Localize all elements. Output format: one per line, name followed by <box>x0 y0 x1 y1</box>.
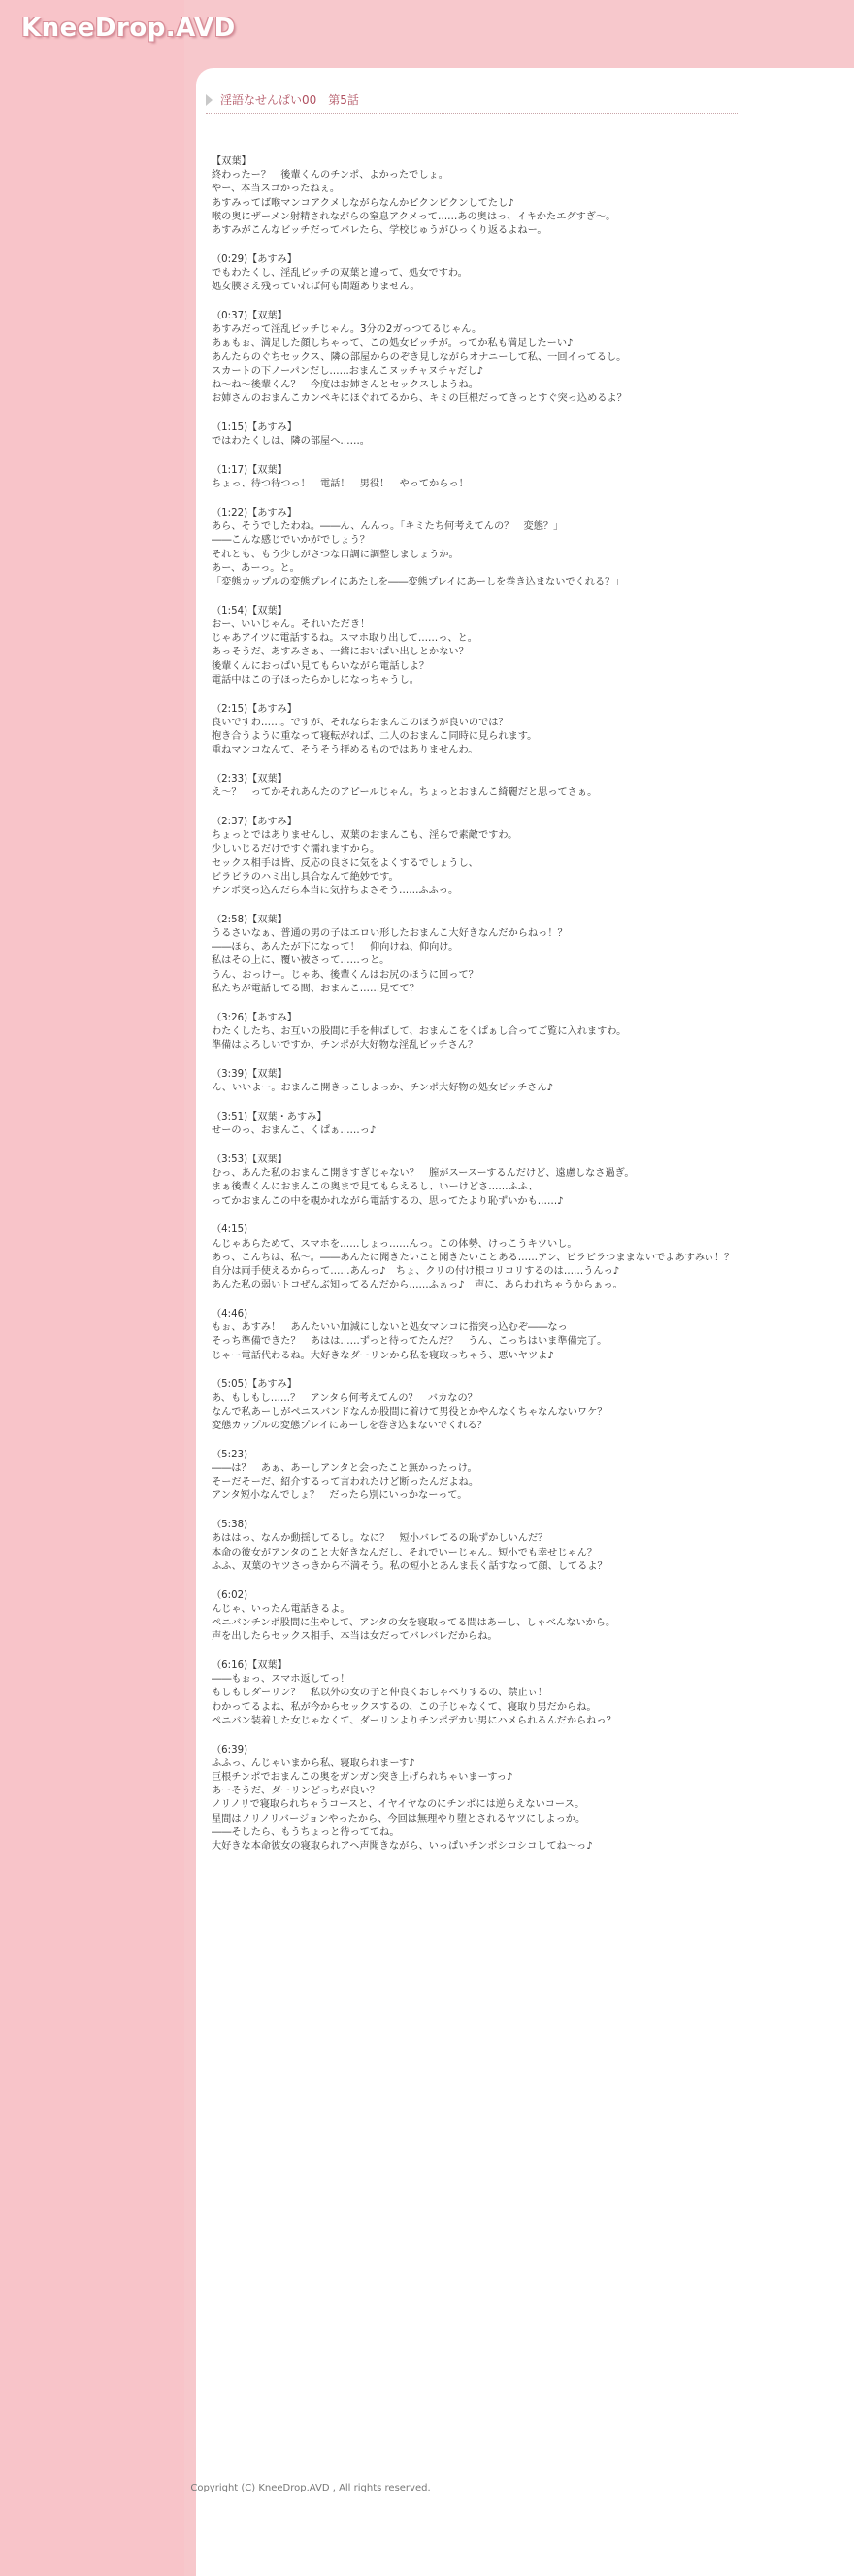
dialogue-block <box>212 1012 755 1054</box>
speaker-line: （4:46) <box>212 1308 248 1320</box>
side-band <box>0 0 184 2576</box>
speaker-line: （3:26)【あすみ】 <box>212 1012 297 1023</box>
dialogue-block <box>212 1111 755 1138</box>
dialogue-line: おー、いいじゃん。それいただき！ <box>212 619 371 631</box>
dialogue-line: あすみってば喉マンコアクメしながらなんかピクンピクンしてたし♪ <box>212 197 514 209</box>
dialogue-line: んじゃあらためて、スマホを……しょっ……んっ。この体勢、けっこうキツいし。 <box>212 1238 577 1250</box>
dialogue-line: そーだそーだ、紹介するって言われたけど断ったんだよね。 <box>212 1477 479 1489</box>
dialogue-block <box>212 1154 755 1209</box>
dialogue-line: 抱き合うように重なって寝転がれば、二人のおまんこ同時に見られます。 <box>212 731 538 743</box>
dialogue-line: あっそうだ、あすみさぁ、一緒においぱい出しとかない？ <box>212 647 469 658</box>
dialogue-line: でもわたくし、淫乱ビッチの双葉と違って、処女ですわ。 <box>212 268 468 280</box>
dialogue-line: うん、おっけー。じゃあ、後輩くんはお尻のほうに回って？ <box>212 969 478 981</box>
dialogue-block <box>212 421 755 449</box>
dialogue-block <box>212 1589 755 1645</box>
dialogue-line: 処女膜さえ残っていれば何も問題ありません。 <box>212 282 420 293</box>
dialogue-line: あすみがこんなビッチだってバレたら、学校じゅうがひっくり返るよねー。 <box>212 225 547 237</box>
dialogue-line: 声を出したらセックス相手、本当は女だってバレバレだからね。 <box>212 1631 498 1643</box>
dialogue-line: ふふ、双葉のヤツさっきから不満そう。私の短小とあんま長く話すなって顔、してるよ？ <box>212 1560 608 1572</box>
dialogue-line: ね～ね～後輩くん？ 今度はお姉さんとセックスしようね。 <box>212 380 478 391</box>
dialogue-block <box>212 1519 755 1574</box>
dialogue-line: むっ、あんた私のおまんこ開きすぎじゃない？ 膣がスースーするんだけど、遠慮しなさ過ぎ。 <box>212 1168 635 1180</box>
article-header <box>206 89 738 114</box>
dialogue-line: 自分は両手使えるからって……あんっ♪ ちょ、クリの付け根コリコリするのは……うんっ♪ <box>212 1265 620 1277</box>
speaker-line: （1:15)【あすみ】 <box>212 422 297 434</box>
speaker-line: 【双葉】 <box>212 156 251 167</box>
dialogue-line: あぁもぉ、満足した顔しちゃって、この処女ビッチが。ってか私も満足したーい♪ <box>212 338 574 350</box>
speaker-line: （0:29)【あすみ】 <box>212 253 297 265</box>
dialogue-line: あら、そうでしたわね。――ん、んんっ。「キミたち何考えてんの？ 変態？」 <box>212 521 564 533</box>
dialogue-line: ふふっ、んじゃいまから私、寝取られまーす♪ <box>212 1757 415 1769</box>
dialogue-line: ――もぉっ、スマホ返してっ！ <box>212 1674 350 1686</box>
dialogue-line: うるさいなぁ、普通の男の子はエロい形したおまんこ大好きなんだからねっ！？ <box>212 928 568 940</box>
dialogue-line: 終わったー？ 後輩くんのチンポ、よかったでしょ。 <box>212 170 448 182</box>
dialogue-line: あ、もしもし……？ アンタら何考えてんの？ バカなの？ <box>212 1392 477 1404</box>
dialogue-line: そっち準備できた？ あはは……ずっと待ってたんだ？ うん、こっちはいま準備完了。 <box>212 1336 608 1348</box>
speaker-line: （3:51)【双葉・あすみ】 <box>212 1111 327 1122</box>
dialogue-block <box>212 1308 755 1363</box>
dialogue-line: あんたらのぐちセックス、隣の部屋からのぞき見しながらオナニーして私、一回イってるし。 <box>212 351 627 363</box>
dialogue-line: アンタ短小なんでしょ？ だったら別にいっかなーって。 <box>212 1490 468 1502</box>
dialogue-line: ビラビラのハミ出し具合なんて絶妙です。 <box>212 871 399 883</box>
content-page <box>196 68 854 2576</box>
dialogue-line: ペニバンチンポ股間に生やして、アンタの女を寝取ってる間はあーし、しゃべんないから。 <box>212 1617 616 1628</box>
speaker-line: （5:38) <box>212 1520 248 1531</box>
dialogue-line: え～？ ってかそれあんたのアピールじゃん。ちょっとおまんこ綺麗だと思ってさぁ。 <box>212 787 598 799</box>
dialogue-line: 良いですわ……。ですが、それならおまんこのほうが良いのでは？ <box>212 717 509 728</box>
dialogue-line: 少しいじるだけですぐ濡れますから。 <box>212 844 380 855</box>
dialogue-line: セックス相手は皆、反応の良さに気をよくするでしょうし、 <box>212 857 478 869</box>
dialogue-line: あーそうだ、ダーリンどっちが良い？ <box>212 1786 379 1797</box>
dialogue-line: ――こんな感じでいかがでしょう？ <box>212 535 370 547</box>
dialogue-line: せーのっ、おまんこ、くぱぁ……っ♪ <box>212 1125 377 1137</box>
dialogue-block <box>212 1068 755 1095</box>
dialogue-line: 後輩くんにおっぱい見てもらいながら電話しよ？ <box>212 660 430 672</box>
article-title: 淫語なせんぱい00 第5話 <box>220 93 359 107</box>
dialogue-line: ノリノリで寝取られちゃうコースと、イヤイヤなのにチンポには逆らえないコース。 <box>212 1799 585 1811</box>
speaker-line: （5:05)【あすみ】 <box>212 1379 297 1390</box>
dialogue-line: なんで私あーしがペニスバンドなんか股間に着けて男役とかやんなくちゃなんないワケ？ <box>212 1406 608 1418</box>
dialogue-line: わたくしたち、お互いの股間に手を伸ばして、おまんこをくぱぁし合ってご覧に入れますわ。 <box>212 1025 627 1037</box>
dialogue-line: スカートの下ノーパンだし……おまんこヌッチャヌチャだし♪ <box>212 365 484 377</box>
dialogue-line: ではわたくしは、隣の部屋へ……。 <box>212 436 370 448</box>
dialogue-line: あははっ、なんか動揺してるし。なに？ 短小バレてるの恥ずかしいんだ？ <box>212 1533 548 1545</box>
dialogue-line: 私たちが電話してる間、おまんこ……見てて？ <box>212 983 419 994</box>
dialogue-line: 本命の彼女がアンタのこと大好きなんだし、それでいーじゃん。短小でも幸せじゃん？ <box>212 1547 598 1558</box>
dialogue-line: 「変態カップルの変態プレイにあたしを――変態プレイにあーしを巻き込まないでくれる？」 <box>212 577 625 588</box>
dialogue-block <box>212 253 755 295</box>
dialogue-block <box>212 1659 755 1728</box>
dialogue-line: お姉さんのおまんこカンペキにほぐれてるから、キミの巨根だってきっとすぐ突っ込めるよ？ <box>212 393 627 405</box>
dialogue-block <box>212 155 755 238</box>
dialogue-line: ちょっ、待つ待つっ！ 電話！ 男役！ やってからっ！ <box>212 479 469 490</box>
speaker-line: （3:53)【双葉】 <box>212 1154 287 1165</box>
speaker-line: （2:58)【双葉】 <box>212 914 287 925</box>
dialogue-line: もぉ、あすみ！ あんたいい加減にしないと処女マンコに指突っ込むぞ――なっ <box>212 1322 568 1334</box>
site-logo[interactable]: KneeDrop.AVD <box>21 14 236 43</box>
dialogue-block <box>212 914 755 996</box>
dialogue-line: あすみだって淫乱ビッチじゃん。3分の2ガっつてるじゃん。 <box>212 324 482 336</box>
dialogue-line: ん、いいよー。おまんこ開きっこしよっか、チンポ大好物の処女ビッチさん♪ <box>212 1083 554 1094</box>
dialogue-block <box>212 464 755 491</box>
speaker-line: （2:37)【あすみ】 <box>212 817 297 828</box>
dialogue-line: 巨根チンポでおまんこの奥をガンガン突き上げられちゃいまーすっ♪ <box>212 1771 513 1783</box>
dialogue-block <box>212 1378 755 1433</box>
dialogue-line: ――そしたら、もうちょっと待っててね。 <box>212 1826 400 1838</box>
dialogue-line: 準備はよろしいですか、チンポが大好物な淫乱ビッチさん？ <box>212 1040 478 1052</box>
dialogue-line: あっ、こんちは、私～。――あんたに聞きたいこと聞きたいことある……アン、ビラビラつままないでよあすみぃ！？ <box>212 1252 735 1263</box>
dialogue-block <box>212 507 755 589</box>
dialogue-line: まぁ後輩くんにおまんこの奥まで見てもらえるし、いーけどさ……ふふ、 <box>212 1182 539 1193</box>
dialogue-line: あー、あーっ。と。 <box>212 562 300 574</box>
story-body <box>212 155 755 1869</box>
dialogue-line: チンポ突っ込んだら本当に気持ちよさそう……ふふっ。 <box>212 886 459 897</box>
dialogue-line: 私はその上に、覆い被さって……っと。 <box>212 955 390 967</box>
speaker-line: （1:22)【あすみ】 <box>212 508 297 519</box>
speaker-line: （6:39) <box>212 1744 248 1756</box>
dialogue-block <box>212 310 755 406</box>
dialogue-line: それとも、もう少しがさつな口調に調整しましょうか。 <box>212 549 459 560</box>
dialogue-line: やー、本当スゴかったねぇ。 <box>212 184 341 195</box>
dialogue-line: 重ねマンコなんて、そうそう拝めるものではありませんわ。 <box>212 745 478 756</box>
dialogue-line: ちょっとではありませんし、双葉のおまんこも、淫らで素敵ですわ。 <box>212 830 518 842</box>
speaker-line: （3:39)【双葉】 <box>212 1068 287 1080</box>
speaker-line: （6:16)【双葉】 <box>212 1659 287 1671</box>
dialogue-line: あんた私の弱いトコぜんぶ知ってるんだから……ふぁっ♪ 声に、あらわれちゃうからぁっ。 <box>212 1280 623 1291</box>
speaker-line: （0:37)【双葉】 <box>212 311 287 322</box>
dialogue-line: わかってるよね、私が今からセックスするの、この子じゃなくて、寝取り男だからね。 <box>212 1701 597 1713</box>
dialogue-block <box>212 703 755 758</box>
speaker-line: （2:33)【双葉】 <box>212 774 287 786</box>
dialogue-block <box>212 816 755 898</box>
dialogue-line: 大好きな本命彼女の寝取られアヘ声聞きながら、いっぱいチンポシコシコしてね～っ♪ <box>212 1840 593 1852</box>
dialogue-block <box>212 605 755 687</box>
title-arrow-icon <box>206 94 213 106</box>
speaker-line: （5:23) <box>212 1449 248 1460</box>
speaker-line: （2:15)【あすみ】 <box>212 703 297 715</box>
dialogue-line: 喉の奥にザーメン射精されながらの窒息アクメって……あの奥はっ、イキかたエグすぎ～。 <box>212 211 616 222</box>
dialogue-line: ――は？ あぁ、あーしアンタと会ったこと無かったっけ。 <box>212 1462 477 1474</box>
dialogue-line: 変態カップルの変態プレイにあーしを巻き込まないでくれる？ <box>212 1420 487 1431</box>
dialogue-block <box>212 1744 755 1855</box>
dialogue-block <box>212 1223 755 1292</box>
footer-copyright: Copyright (C) KneeDrop.AVD , All rights reserved. <box>190 2483 431 2493</box>
speaker-line: （4:15) <box>212 1224 248 1236</box>
speaker-line: （6:02) <box>212 1589 248 1601</box>
dialogue-block <box>212 773 755 800</box>
dialogue-line: じゃー電話代わるね。大好きなダーリンから私を寝取っちゃう、悪いヤツよ♪ <box>212 1350 554 1361</box>
dialogue-line: 星間はノリノリバージョンやったから、今回は無理やり堕とされるヤツにしよっか。 <box>212 1813 586 1824</box>
dialogue-line: もしもしダーリン？ 私以外の女の子と仲良くおしゃべりするの、禁止ぃ！ <box>212 1688 547 1699</box>
dialogue-line: ってかおまんこの中を覗かれながら電話するの、思ってたより恥ずいかも……♪ <box>212 1195 564 1207</box>
dialogue-line: 電話中はこの子ほったらかしになっちゃうし。 <box>212 674 419 686</box>
speaker-line: （1:17)【双葉】 <box>212 465 287 477</box>
dialogue-block <box>212 1449 755 1504</box>
dialogue-line: ペニバン装着した女じゃなくて、ダーリンよりチンポデカい男にハメられるんだからねっ？ <box>212 1715 616 1726</box>
speaker-line: （1:54)【双葉】 <box>212 605 287 617</box>
dialogue-line: ――ほら、あんたが下になって！ 仰向けね、仰向け。 <box>212 942 459 953</box>
dialogue-line: んじゃ、いったん電話きるよ。 <box>212 1603 350 1615</box>
dialogue-line: じゃあアイツに電話するね。スマホ取り出して……っ、と。 <box>212 633 477 645</box>
